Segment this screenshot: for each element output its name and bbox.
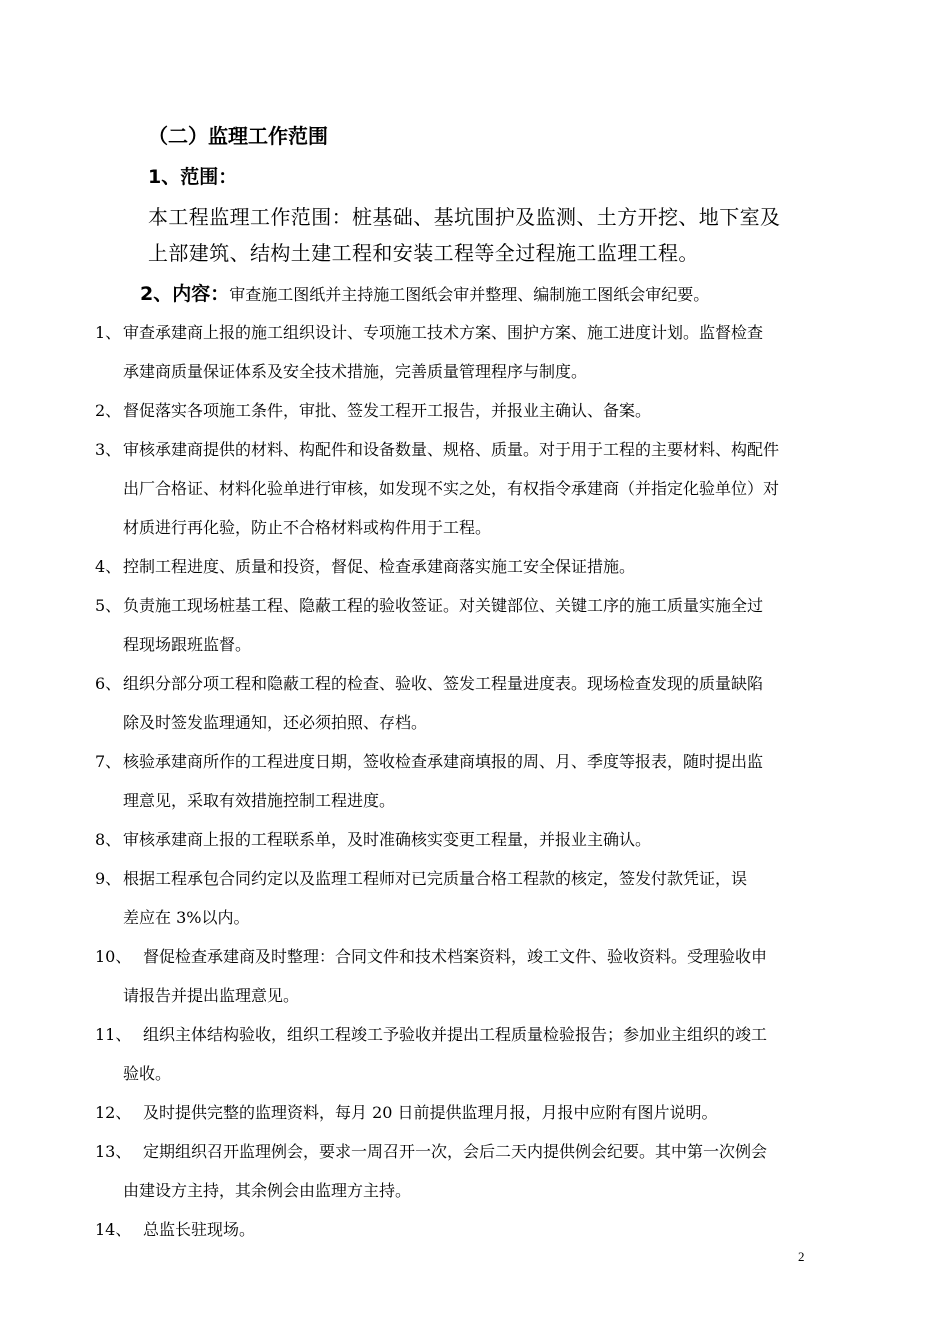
item-text-line: 组织主体结构验收，组织工程竣工予验收并提出工程质量检验报告；参加业主组织的竣工: [143, 1025, 768, 1044]
list-item: [95, 937, 877, 1015]
item-number: 11、: [95, 1025, 132, 1044]
item-text-line: 差应在 3%以内。: [123, 908, 250, 927]
list-item: [95, 1093, 877, 1132]
item-text-line: 材质进行再化验，防止不合格材料或构件用于工程。: [123, 518, 492, 537]
item-text-line: 根据工程承包合同约定以及监理工程师对已完质量合格工程款的核定，签发付款凭证，误: [123, 869, 748, 888]
page-number: 2: [798, 1249, 805, 1264]
item-text-line: 审核承建商上报的工程联系单，及时准确核实变更工程量，并报业主确认。: [123, 830, 652, 849]
list-item: [95, 313, 877, 391]
item-number: 4、: [95, 557, 122, 576]
scope-subtitle: 1、范围：: [148, 166, 238, 188]
scope-text-line-1: 本工程监理工作范围：桩基础、基坑围护及监测、土方开挖、地下室及: [148, 205, 781, 229]
content-intro: [140, 279, 709, 306]
list-item: [95, 1210, 877, 1249]
item-text-line: 审查承建商上报的施工组织设计、专项施工技术方案、围护方案、施工进度计划。监督检查: [123, 323, 764, 342]
item-text-line: 理意见，采取有效措施控制工程进度。: [123, 791, 396, 810]
item-text-line: 程现场跟班监督。: [123, 635, 252, 654]
item-text-line: 控制工程进度、质量和投资，督促、检查承建商落实施工安全保证措施。: [123, 557, 636, 576]
item-text-line: 承建商质量保证体系及安全技术措施，完善质量管理程序与制度。: [123, 362, 588, 381]
item-number: 9、: [95, 869, 122, 888]
item-text-line: 出厂合格证、材料化验单进行审核，如发现不实之处，有权指令承建商（并指定化验单位）对: [123, 479, 780, 498]
item-number: 8、: [95, 830, 122, 849]
item-number: 5、: [95, 596, 122, 615]
item-number: 1、: [95, 323, 122, 342]
scope-text-line-2: 上部建筑、结构土建工程和安装工程等全过程施工监理工程。: [148, 241, 699, 265]
item-number: 12、: [95, 1103, 132, 1122]
item-text-line: 由建设方主持，其余例会由监理方主持。: [123, 1181, 412, 1200]
list-item: [95, 742, 877, 820]
list-item: [95, 820, 877, 859]
list-item: [95, 430, 877, 547]
item-text-line: 督促落实各项施工条件，审批、签发工程开工报告，并报业主确认、备案。: [123, 401, 652, 420]
item-text-line: 请报告并提出监理意见。: [123, 986, 300, 1005]
list-item: [95, 547, 877, 586]
item-text-line: 除及时签发监理通知，还必须拍照、存档。: [123, 713, 428, 732]
list-item: [95, 1132, 877, 1210]
item-text-line: 组织分部分项工程和隐蔽工程的检查、验收、签发工程量进度表。现场检查发现的质量缺陷: [123, 674, 764, 693]
content-subtitle: 2、内容：: [140, 283, 230, 305]
item-text-line: 总监长驻现场。: [143, 1220, 256, 1239]
item-number: 3、: [95, 440, 122, 459]
list-item: [95, 391, 877, 430]
item-text-line: 核验承建商所作的工程进度日期，签收检查承建商填报的周、月、季度等报表，随时提出监: [123, 752, 764, 771]
item-text-line: 督促检查承建商及时整理：合同文件和技术档案资料，竣工文件、验收资料。受理验收申: [143, 947, 768, 966]
duty-list: [95, 313, 877, 1249]
list-item: [95, 859, 877, 937]
item-text-line: 负责施工现场桩基工程、隐蔽工程的验收签证。对关键部位、关键工序的施工质量实施全过: [123, 596, 764, 615]
list-item: [95, 664, 877, 742]
item-text-line: 验收。: [123, 1064, 172, 1083]
item-number: 2、: [95, 401, 122, 420]
item-number: 13、: [95, 1142, 132, 1161]
item-number: 14、: [95, 1220, 132, 1239]
item-number: 6、: [95, 674, 122, 693]
item-text-line: 及时提供完整的监理资料，每月 20 日前提供监理月报，月报中应附有图片说明。: [143, 1103, 718, 1122]
item-number: 10、: [95, 947, 132, 966]
content-intro-text: 审查施工图纸并主持施工图纸会审并整理、编制施工图纸会审纪要。: [229, 285, 710, 304]
item-number: 7、: [95, 752, 122, 771]
list-item: [95, 586, 877, 664]
section-title: （二）监理工作范围: [148, 124, 328, 148]
list-item: [95, 1015, 877, 1093]
item-text-line: 定期组织召开监理例会，要求一周召开一次，会后二天内提供例会纪要。其中第一次例会: [143, 1142, 768, 1161]
item-text-line: 审核承建商提供的材料、构配件和设备数量、规格、质量。对于用于工程的主要材料、构配件: [123, 440, 780, 459]
